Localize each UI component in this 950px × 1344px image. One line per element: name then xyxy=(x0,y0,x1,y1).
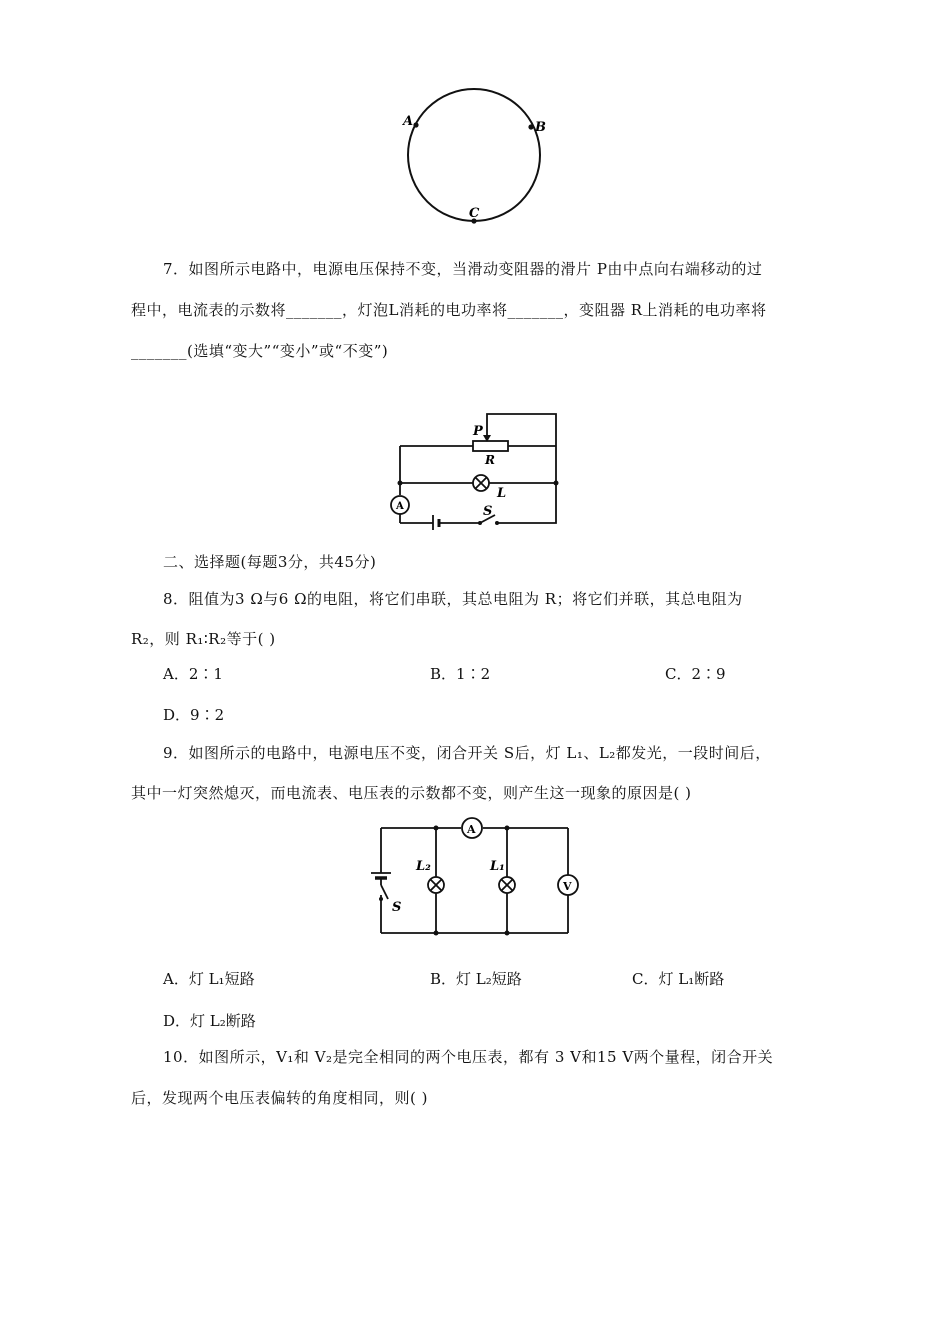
slider-p-label: P xyxy=(473,424,483,439)
voltmeter-label: V xyxy=(563,880,572,893)
q10-line-2: 后，发现两个电压表偏转的角度相同，则( ) xyxy=(131,1089,428,1107)
ammeter-label: A xyxy=(396,501,404,512)
q8-option-d: D．9∶2 xyxy=(163,706,225,724)
lamp-l1-label: L₁ xyxy=(490,859,505,874)
q9-line-1: 9．如图所示的电路中，电源电压不变，闭合开关 S后，灯 L₁、L₂都发光，一段时间后， xyxy=(163,744,771,762)
q10-line-1: 10．如图所示，V₁和 V₂是完全相同的两个电压表，都有 3 V和15 V两个量程，闭合开关 xyxy=(163,1048,774,1066)
switch-s-label: S xyxy=(483,504,493,519)
q9-option-d: D．灯 L₂断路 xyxy=(163,1012,256,1030)
q7-line-1: 7．如图所示电路中，电源电压保持不变，当滑动变阻器的滑片 P由中点向右端移动的过 xyxy=(163,260,763,278)
q9-option-c: C．灯 L₁断路 xyxy=(632,970,725,988)
figure-q7-circuit xyxy=(385,405,565,530)
figure-circle xyxy=(395,85,555,230)
point-b-label: B xyxy=(535,120,546,135)
q7-line-3: _______(选填“变大”“变小”或“不变”) xyxy=(131,342,389,360)
lamp-l-label: L xyxy=(497,486,507,501)
ammeter-label: A xyxy=(467,823,476,836)
q8-line-2: R₂，则 R₁∶R₂等于( ) xyxy=(131,630,276,648)
point-c-label: C xyxy=(469,206,480,221)
q8-option-a: A．2∶1 xyxy=(163,665,223,683)
q9-option-b: B．灯 L₂短路 xyxy=(430,970,522,988)
point-a-label: A xyxy=(403,114,414,129)
q8-option-b: B．1∶2 xyxy=(430,665,491,683)
q8-option-c: C．2∶9 xyxy=(665,665,726,683)
figure-q9-circuit xyxy=(368,815,583,940)
section-2-heading: 二、选择题(每题3分，共45分) xyxy=(163,553,377,571)
q9-line-2: 其中一灯突然熄灭，而电流表、电压表的示数都不变，则产生这一现象的原因是( ) xyxy=(131,784,692,802)
q9-option-a: A．灯 L₁短路 xyxy=(163,970,255,988)
lamp-l2-label: L₂ xyxy=(416,859,431,874)
switch-s-label: S xyxy=(392,900,402,915)
q8-line-1: 8．阻值为3 Ω与6 Ω的电阻，将它们串联，其总电阻为 R；将它们并联，其总电阻为 xyxy=(163,590,743,608)
rheostat-r-label: R xyxy=(485,453,495,467)
q7-line-2: 程中，电流表的示数将_______，灯泡L消耗的电功率将_______，变阻器 R上消耗的电功率将 xyxy=(131,301,767,319)
